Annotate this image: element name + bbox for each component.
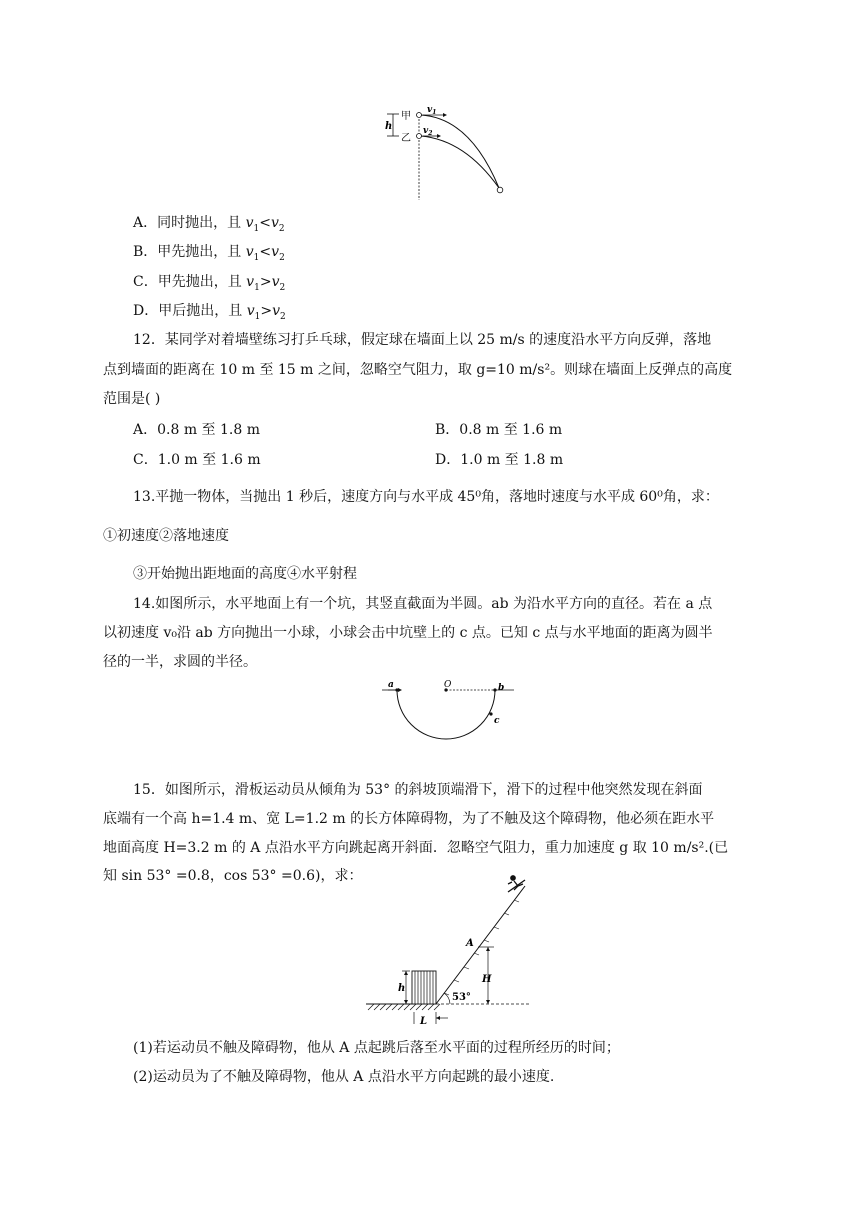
pit-figure: [378, 680, 518, 752]
q12-option-d: D．1.0 m 至 1.8 m: [435, 452, 564, 468]
point-a-slope-label: A: [466, 938, 474, 949]
h-label: h: [385, 121, 393, 132]
yi-label: 乙: [401, 133, 411, 144]
v1-label: $v_1$: [427, 105, 437, 116]
q15-line-4: 知 sin 53° =0.8，cos 53° =0.6)，求：: [103, 868, 363, 884]
trajectory-figure: [365, 100, 515, 202]
h-dimension-label: h: [398, 983, 406, 994]
point-b-label: b: [498, 683, 505, 693]
q14-line-3: 径的一半，求圆的半径。: [103, 654, 257, 670]
q13-line-1: 13.平抛一物体，当抛出 1 秒后，速度方向与水平成 45⁰角，落地时速度与水平成 60⁰角，求：: [133, 489, 719, 505]
q14-line-1: 14.如图所示，水平地面上有一个坑，其竖直截面为半圆。ab 为沿水平方向的直径。若在 a 点: [133, 596, 713, 612]
q12-line-1: 12．某同学对着墙壁练习打乒乓球，假定球在墙面上以 25 m/s 的速度沿水平方向反弹，落地: [133, 332, 712, 348]
jia-label: 甲: [401, 111, 411, 122]
q14-line-2: 以初速度 v₀沿 ab 方向抛出一小球，小球会击中坑壁上的 c 点。已知 c 点与水平地面的距离为圆半: [103, 625, 713, 641]
q11-option-d: D．甲后抛出，且 $v_1>v_2$: [133, 303, 286, 322]
q15-line-1: 15．如图所示，滑板运动员从倾角为 53° 的斜坡顶端滑下，滑下的过程中他突然发现在斜面: [133, 782, 703, 798]
q12-option-b: B．0.8 m 至 1.6 m: [435, 422, 563, 438]
q15-subquestion-2: (2)运动员为了不触及障碍物，他从 A 点沿水平方向起跳的最小速度.: [133, 1069, 555, 1085]
q13-line-3: ③开始抛出距地面的高度④水平射程: [133, 566, 357, 582]
point-o-label: O: [444, 680, 452, 690]
q11-option-c: C．甲先抛出，且 $v_1>v_2$: [133, 274, 286, 293]
q12-line-2: 点到墙面的距离在 10 m 至 15 m 之间，忽略空气阻力，取 g=10 m/s²。则球在墙面上反弹点的高度: [103, 362, 733, 378]
q12-option-a: A．0.8 m 至 1.8 m: [133, 422, 260, 438]
q15-subquestion-1: (1)若运动员不触及障碍物，他从 A 点起跳后落至水平面的过程所经历的时间；: [133, 1040, 620, 1056]
q15-line-3: 地面高度 H=3.2 m 的 A 点沿水平方向跳起离开斜面．忽略空气阻力，重力加速度 g 取 10 m/s².(已: [103, 840, 729, 856]
q11-option-b: B．甲先抛出，且 $v_1<v_2$: [133, 244, 285, 263]
q13-line-2: ①初速度②落地速度: [103, 528, 229, 544]
l-dimension-label: L: [420, 1016, 428, 1027]
height-h-label: H: [482, 974, 492, 985]
q15-line-2: 底端有一个高 h=1.4 m、宽 L=1.2 m 的长方体障碍物，为了不触及这个障碍物，他必须在距水平: [103, 811, 715, 827]
q12-line-3: 范围是( ): [103, 391, 161, 407]
q12-option-c: C．1.0 m 至 1.6 m: [133, 452, 261, 468]
point-a-label: a: [388, 680, 394, 690]
point-c-label: c: [494, 716, 500, 726]
q11-option-a: A．同时抛出，且 $v_1<v_2$: [133, 215, 285, 234]
v2-label: $v_2$: [423, 126, 433, 137]
slope-figure: [362, 872, 532, 1027]
angle-label: 53°: [452, 992, 471, 1003]
